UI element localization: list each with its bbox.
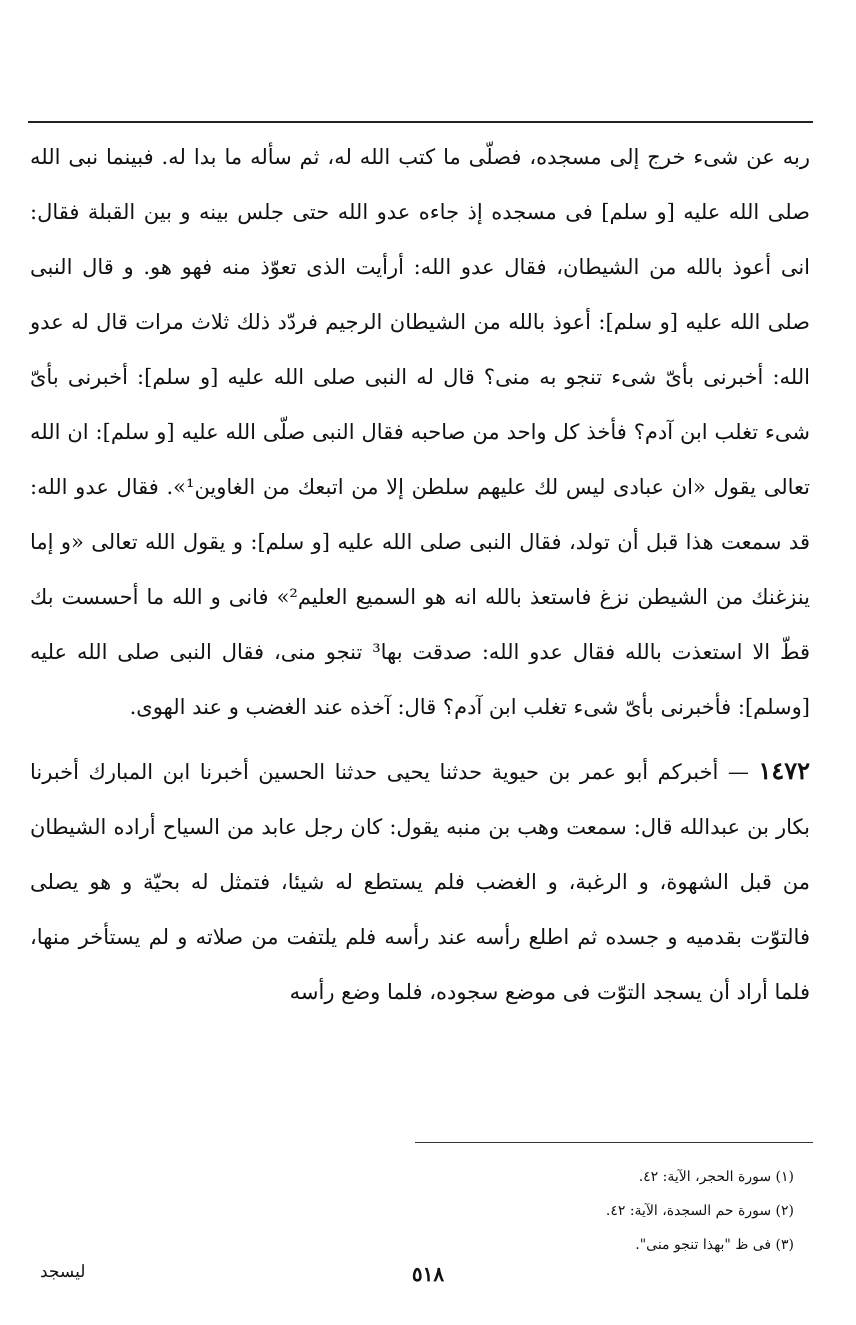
paragraph-2 — [30, 743, 810, 1020]
page-number: ٥١٨ — [411, 1262, 445, 1286]
paragraph-2-text: — أخبركم أبو عمر بن حیویة حدثنا یحیی حدثنا الحسین أخبرنا ابن المبارك أخبرنا بكار بن عبدالله قال: سمعت وهب بن منبه یقول: كان رجل عابد من السیاح أراده الشیطان من قبل الشهوة، و الرغبة، و الغضب فلم یستطع له شیئا، فتمثل له بحیّة و هو یصلی فالتوّت بقدمیه و جسده ثم اطلع رأسه عند رأسه فلم یلتفت من صلاته و لم یستأخر منها، فلما أراد أن یسجد التوّت فی موضع سجوده، فلما وضع رأسه — [30, 760, 810, 1004]
catchword: لیسجد — [40, 1262, 86, 1282]
footnote-2: (٢) سورة حم السجدة، الآیة: ٤٢. — [605, 1203, 794, 1219]
footnotes — [394, 1160, 794, 1262]
main-text — [30, 130, 810, 1020]
header-rule — [28, 121, 813, 123]
paragraph-1: ربه عن شیء خرج إلی مسجده، فصلّی ما کتب الله له، ثم سأله ما بدا له. فبینما نبی الله صلی الله علیه [و سلم] فی مسجده إذ جاءه عدو الله حتی جلس بینه و بین القبلة فقال: انی أعوذ بالله من الشیطان، فقال عدو الله: أرأیت الذی تعوّذ منه فهو هو. و قال النبی صلی الله علیه [و سلم]: أعوذ بالله من الشیطان الرجیم فردّد ذلك ثلاث مرات قال له عدو الله: أخبرنی بأیّ شیء تنجو به منی؟ قال له النبی صلی الله علیه [و سلم]: أخبرنی بأیّ شیء تغلب ابن آدم؟ فأخذ کل واحد من صاحبه فقال النبی صلّی الله علیه [و سلم]: ان الله تعالی یقول «ان عبادی لیس لك علیهم سلطن إلا من اتبعك من الغاوین¹». فقال عدو الله: قد سمعت هذا قبل أن تولد، فقال النبی صلی الله علیه [و سلم]: و یقول الله تعالی «و إما ینزغنك من الشیطن نزغ فاستعذ بالله انه هو السمیع العلیم²» فانی و الله ما أحسست بك قطّ الا استعذت بالله فقال عدو الله: صدقت بها³ تنجو منی، فقال النبی صلی الله علیه [وسلم]: فأخبرنی بأیّ شیء تغلب ابن آدم؟ قال: آخذه عند الغضب و عند الهوی. — [30, 145, 811, 719]
hadith-number: ١٤٧٢ — [758, 756, 810, 785]
footnote-rule — [415, 1142, 813, 1143]
footnote-1: (١) سورة الحجر، الآیة: ٤٢. — [638, 1169, 794, 1185]
footnote-3: (٣) فی ظ "بهذا تنجو منی". — [635, 1237, 794, 1253]
